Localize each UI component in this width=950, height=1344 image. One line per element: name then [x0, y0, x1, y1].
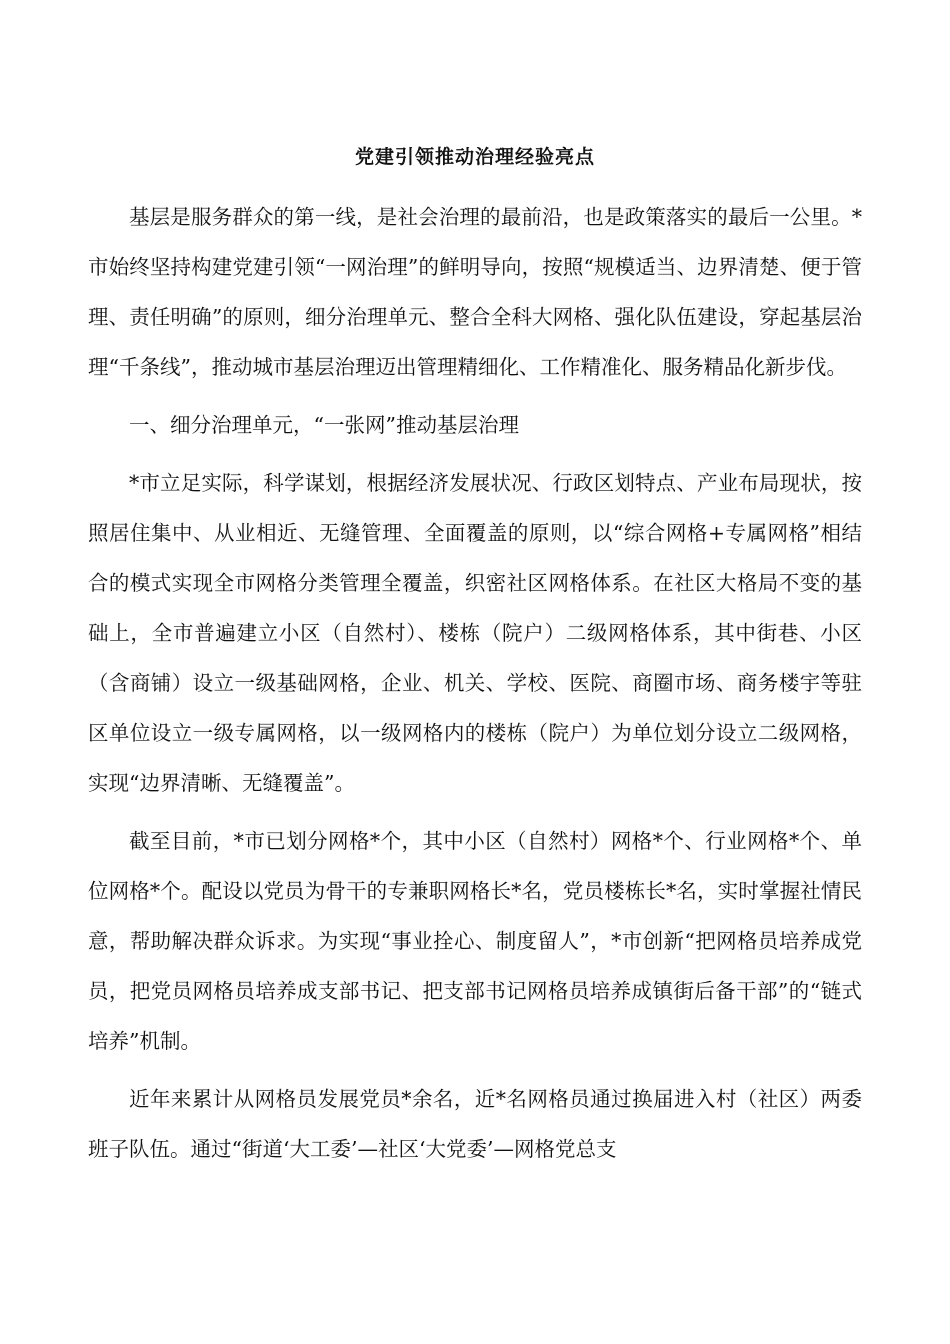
body-paragraph: *市立足实际，科学谋划，根据经济发展状况、行政区划特点、产业布局现状，按照居住集中、从业相近、无缝管理、全面覆盖的原则，以“综合网格+专属网格”相结合的模式实现全市网格分类管理全覆盖，织密社区网格体系。在社区大格局不变的基础上，全市普遍建立小区（自然村）、楼栋（院户）二级网格体系，其中街巷、小区（含商铺）设立一级基础网格，企业、机关、学校、医院、商圈市场、商务楼宇等驻区单位设立一级专属网格，以一级网格内的楼栋（院户）为单位划分设立二级网格，实现“边界清晰、无缝覆盖”。 [88, 471, 862, 795]
section-heading: 一、细分治理单元，“一张网”推动基层治理 [129, 413, 519, 437]
intro-paragraph: 基层是服务群众的第一线，是社会治理的最前沿，也是政策落实的最后一公里。*市始终坚持构建党建引领“一网治理”的鲜明导向，按照“规模适当、边界清楚、便于管理、责任明确”的原则，细分治理单元、整合全科大网格、强化队伍建设，穿起基层治理“千条线”，推动城市基层治理迈出管理精细化、工作精准化、服务精品化新步伐。 [88, 205, 862, 379]
document-body [88, 192, 862, 1182]
body-paragraph: 近年来累计从网格员发展党员*余名，近*名网格员通过换届进入村（社区）两委班子队伍。通过“街道‘大工委’—社区‘大党委’—网格党总支 [88, 1087, 862, 1161]
body-paragraph: 截至目前，*市已划分网格*个，其中小区（自然村）网格*个、行业网格*个、单位网格*个。配设以党员为骨干的专兼职网格长*名，党员楼栋长*名，实时掌握社情民意，帮助解决群众诉求。为实现“事业拴心、制度留人”，*市创新“把网格员培养成党员，把党员网格员培养成支部书记、把支部书记网格员培养成镇街后备干部”的“链式培养”机制。 [88, 829, 862, 1053]
document-title: 党建引领推动治理经验亮点 [354, 146, 595, 168]
